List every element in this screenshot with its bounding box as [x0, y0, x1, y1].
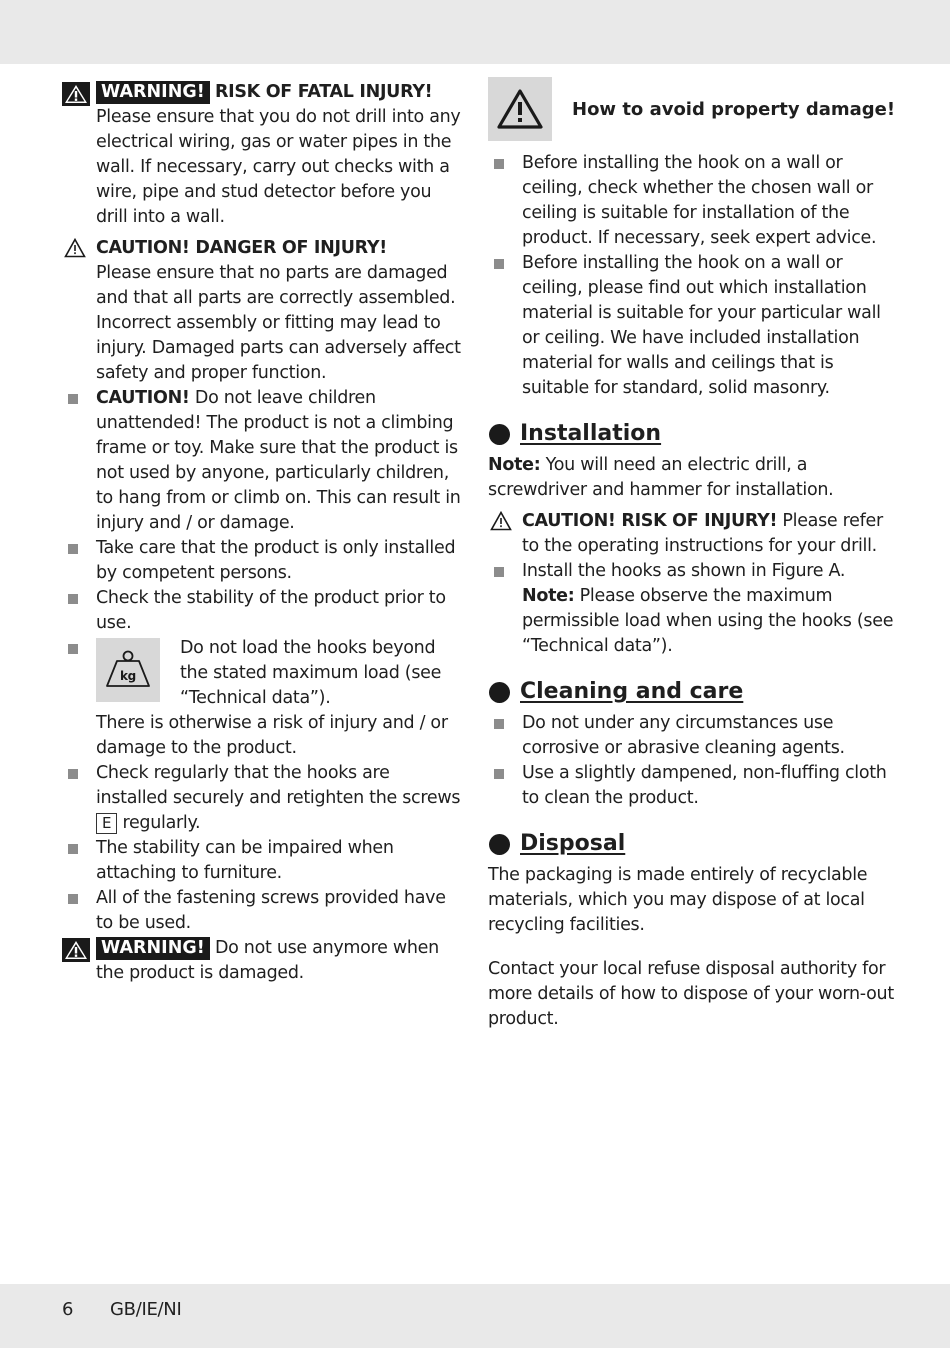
note-text: You will need an electric drill, a screwdriver and hammer for installation. — [488, 455, 834, 500]
square-bullet-icon — [68, 844, 78, 854]
list-item-no-corrosive — [488, 711, 898, 761]
weight-icon — [96, 638, 160, 702]
caution-heading: CAUTION! DANGER OF INJURY! — [96, 238, 387, 258]
retighten-text: Check regularly that the hooks are installed securely and retighten the screws — [96, 763, 461, 808]
warning-damaged — [62, 936, 466, 986]
list-item-check-wall — [488, 151, 898, 251]
section-heading-cleaning: Cleaning and care — [488, 677, 898, 707]
installation-material-text: Before installing the hook on a wall or ceiling, please find out which installation material is suitable for your particular wall or ceiling. We have included installation material for walls and ceilings that is suitable for standard, solid masonry. — [522, 253, 881, 398]
caution-text: Please ensure that no parts are damaged and that all parts are correctly assembled. Incorrect assembly or fitting may lead to injury. Damaged parts can adversely affect safety and proper function. — [96, 263, 461, 383]
caution-label: CAUTION! — [96, 388, 190, 408]
right-column — [488, 77, 898, 1032]
note-label: Note: — [488, 455, 541, 475]
install-note-text: Please observe the maximum permissible load when using the hooks (see “Technical data”). — [522, 586, 894, 656]
list-item-damp-cloth — [488, 761, 898, 811]
install-note-label: Note: — [522, 586, 575, 606]
square-bullet-icon — [494, 567, 504, 577]
page-number: 6 — [62, 1299, 74, 1320]
screw-reference-label: E — [96, 813, 117, 834]
max-load-text: Do not load the hooks beyond the stated maximum load (see “Technical data”). — [180, 638, 442, 708]
retighten-after-text: regularly. — [122, 813, 201, 833]
screws-text: All of the fastening screws provided have to be used. — [96, 888, 446, 933]
section-heading-installation: Installation — [488, 419, 898, 449]
warning-badge: WARNING! — [96, 81, 210, 104]
caution-text: Please refer to the operating instructions for your drill. — [522, 511, 883, 556]
square-bullet-icon — [68, 769, 78, 779]
warning-heading: RISK OF FATAL INJURY! — [214, 82, 433, 102]
warning-fatal-injury — [62, 80, 466, 230]
section-bullet-icon — [489, 682, 510, 703]
square-bullet-icon — [494, 719, 504, 729]
disposal-paragraph-2: Contact your local refuse disposal authority for more details of how to dispose of your worn-out product. — [488, 959, 894, 1029]
list-item-installation-material — [488, 251, 898, 401]
warning-triangle-icon — [62, 82, 90, 106]
caution-danger-of-injury — [62, 236, 466, 386]
install-hooks-text: Install the hooks as shown in Figure A. — [522, 561, 846, 581]
list-item-furniture — [62, 836, 466, 886]
section-bullet-icon — [489, 424, 510, 445]
weight-icon-label: kg — [120, 669, 136, 683]
warning-text: Please ensure that you do not drill into any electrical wiring, gas or water pipes in the wall. If necessary, carry out checks with a wire, pipe and stud detector before you drill into a wall. — [96, 107, 461, 227]
section-bullet-icon — [489, 834, 510, 855]
list-item-children — [62, 386, 466, 536]
check-wall-text: Before installing the hook on a wall or ceiling, check whether the chosen wall or ceiling is suitable for installation of the product. If necessary, seek expert advice. — [522, 153, 877, 248]
caution-triangle-icon — [64, 238, 86, 258]
square-bullet-icon — [68, 544, 78, 554]
children-text: Do not leave children unattended! The product is not a climbing frame or toy. Make sure that the product is not used by anyone, particularly children, to hang from or climb on. This can result in injury and / or damage. — [96, 388, 461, 533]
max-load-after-text: There is otherwise a risk of injury and / or damage to the product. — [96, 713, 448, 758]
square-bullet-icon — [68, 894, 78, 904]
section-heading-disposal: Disposal — [488, 829, 898, 859]
caution-risk-of-injury — [488, 509, 898, 559]
warning-triangle-icon — [62, 938, 90, 962]
property-damage-header — [488, 77, 898, 141]
list-item-install-hooks — [488, 559, 898, 659]
installed-text: Take care that the product is only installed by competent persons. — [96, 538, 456, 583]
stability-text: Check the stability of the product prior to use. — [96, 588, 446, 633]
disposal-paragraph-1: The packaging is made entirely of recyclable materials, which you may dispose of at local recycling facilities. — [488, 865, 868, 935]
no-corrosive-text: Do not under any circumstances use corrosive or abrasive cleaning agents. — [522, 713, 845, 758]
list-item-screws — [62, 886, 466, 936]
caution-label: CAUTION! RISK OF INJURY! — [522, 511, 778, 531]
square-bullet-icon — [494, 259, 504, 269]
page-footer — [62, 1297, 181, 1322]
square-bullet-icon — [68, 644, 78, 654]
square-bullet-icon — [494, 159, 504, 169]
list-item-max-load — [62, 636, 466, 761]
caution-triangle-icon — [490, 511, 512, 531]
left-column — [62, 80, 466, 986]
damp-cloth-text: Use a slightly dampened, non-fluffing cloth to clean the product. — [522, 763, 887, 808]
square-bullet-icon — [68, 594, 78, 604]
list-item-installed — [62, 536, 466, 586]
list-item-stability — [62, 586, 466, 636]
warning-badge: WARNING! — [96, 937, 210, 960]
installation-note — [488, 453, 898, 503]
square-bullet-icon — [494, 769, 504, 779]
page-header-band — [0, 0, 950, 64]
locale-label: GB/IE/NI — [110, 1299, 182, 1320]
warning-damaged-text: Do not use anymore when the product is damaged. — [96, 938, 439, 983]
property-damage-title: How to avoid property damage! — [572, 98, 896, 120]
property-warning-icon — [488, 77, 552, 141]
furniture-text: The stability can be impaired when attaching to furniture. — [96, 838, 394, 883]
square-bullet-icon — [68, 394, 78, 404]
list-item-retighten — [62, 761, 466, 836]
